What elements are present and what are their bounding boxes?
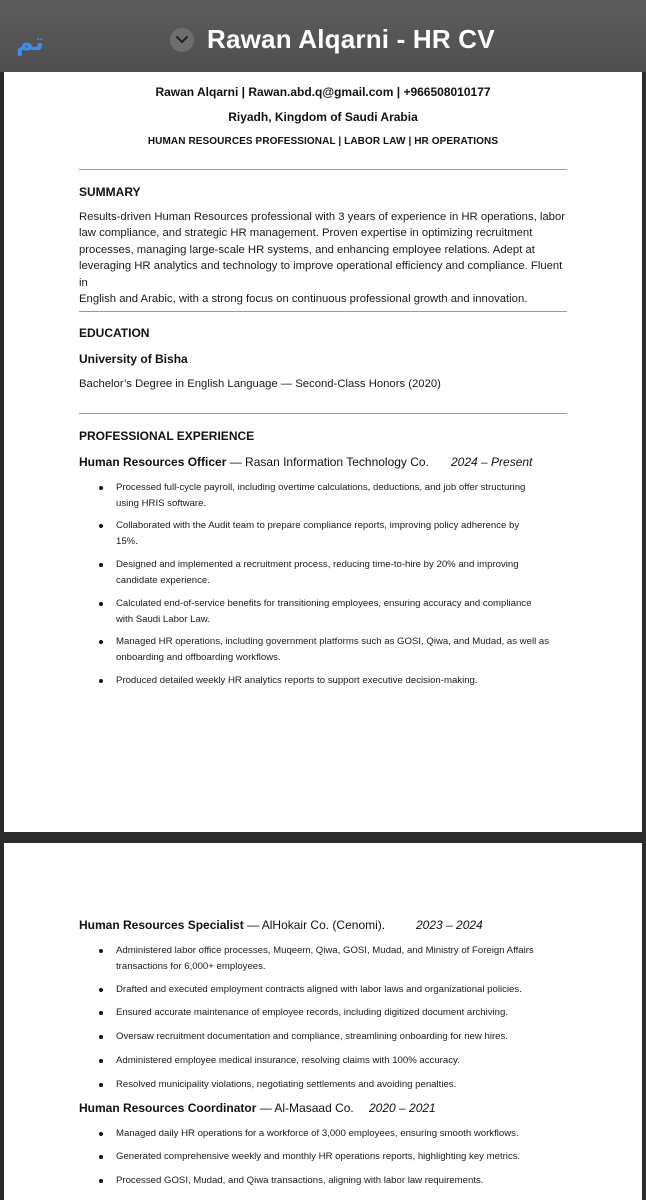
list-item: Managed HR operations, including government platforms such as GOSI, Qiwa, and Mudad, as well as onboarding and offboarding workflows. [116,634,570,665]
job-role: Human Resources Coordinator [79,1101,257,1115]
list-item: Generated comprehensive weekly and monthly HR operations reports, highlighting key metrics. [116,1149,570,1165]
list-item: Managed daily HR operations for a workforce of 3,000 employees, ensuring smooth workflows. [116,1126,570,1142]
bullet-dot [99,524,103,528]
bullet-dot [99,1132,103,1136]
summary-line: English and Arabic, with a strong focus on continuous professional growth and innovation. [79,293,528,306]
divider [79,169,567,170]
list-item: Ensured accurate maintenance of employee records, including digitized document archiving. [116,1005,570,1021]
bullet-dot [99,1011,103,1015]
job-title-line [79,918,483,932]
top-bar [0,0,646,72]
experience-heading: PROFESSIONAL EXPERIENCE [79,429,255,443]
list-item: Processed GOSI, Mudad, and Qiwa transactions, aligning with labor law requirements. [116,1173,570,1189]
summary-text [79,209,571,307]
bullet-dot [99,486,103,490]
list-item: Calculated end-of-service benefits for transitioning employees, ensuring accuracy and compliance with Saudi Labor Law. [116,596,570,627]
job-company: — AlHokair Co. (Cenomi). [243,918,386,932]
bullet-dot [99,1179,103,1183]
document-page-2 [4,843,642,1200]
document-title[interactable]: Rawan Alqarni - HR CV [207,24,495,54]
professional-tagline: HUMAN RESOURCES PROFESSIONAL | LABOR LAW | HR OPERATIONS [147,136,499,147]
bullet-dot [99,949,103,953]
list-item: Designed and implemented a recruitment process, reducing time-to-hire by 20% and improving candidate experience. [116,557,570,588]
location-line: Riyadh, Kingdom of Saudi Arabia [228,110,418,124]
bullet-dot [99,602,103,606]
contact-line: Rawan Alqarni | Rawan.abd.q@gmail.com | +966508010177 [155,85,491,99]
job-dates: 2020 – 2021 [369,1101,436,1115]
list-item: Administered employee medical insurance, resolving claims with 100% accuracy. [116,1053,570,1069]
university-name: University of Bisha [79,352,188,366]
bullet-dot [99,988,103,992]
job-role: Human Resources Specialist [79,918,244,932]
job-title-line [79,1101,436,1115]
list-item: Produced detailed weekly HR analytics reports to support executive decision-making. [116,673,570,689]
list-item: Drafted and executed employment contracts aligned with labor laws and organizational policies. [116,982,570,998]
summary-line: processes, managing large-scale HR systems, and enhancing employee relations. Adept at [79,243,535,256]
job-dates: 2023 – 2024 [416,918,483,932]
summary-heading: SUMMARY [79,185,141,199]
bullet-dot [99,679,103,683]
degree-line: Bachelor’s Degree in English Language — Second-Class Honors (2020) [79,378,441,390]
divider [79,413,567,414]
list-item: Collaborated with the Audit team to prepare compliance reports, improving policy adherence by 15%. [116,518,570,549]
list-item: Resolved municipality violations, negotiating settlements and avoiding penalties. [116,1077,570,1093]
summary-line: Results-driven Human Resources professional with 3 years of experience in HR operations, labor [79,211,565,223]
bullet-dot [99,1155,103,1159]
education-heading: EDUCATION [79,326,150,340]
bullet-dot [99,563,103,567]
done-button[interactable]: تم [16,28,44,56]
list-item: Administered labor office processes, Muqeem, Qiwa, GOSI, Mudad, and Ministry of Foreign Affairs transactions for 6,000+ employees. [116,943,570,974]
bullet-dot [99,640,103,644]
divider [79,311,567,312]
summary-line: law compliance, and strategic HR management. Proven expertise in optimizing recruitment [79,227,533,240]
job-role: Human Resources Officer [79,455,227,469]
list-item: Oversaw recruitment documentation and compliance, streamlining onboarding for new hires. [116,1029,570,1045]
job-dates: 2024 – Present [451,455,533,469]
bullet-dot [99,1035,103,1039]
chevron-down-icon [175,34,189,46]
job-company: — Rasan Information Technology Co. [226,455,429,469]
title-menu-button[interactable] [170,28,194,52]
summary-line: leveraging HR analytics and technology to improve operational efficiency and compliance. Fluent in [79,260,563,289]
job-title-line [79,455,533,469]
list-item: Processed full-cycle payroll, including overtime calculations, deductions, and job offer structuring using HRIS software. [116,480,570,511]
bullet-dot [99,1083,103,1087]
document-page-1 [4,72,642,832]
job-company: — Al-Masaad Co. [256,1101,354,1115]
bullet-dot [99,1059,103,1063]
